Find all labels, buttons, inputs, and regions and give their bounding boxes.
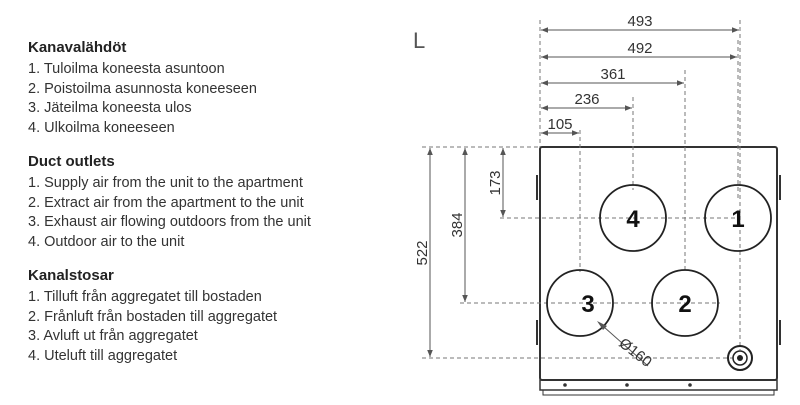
outlet-1-label: 1 bbox=[731, 206, 745, 233]
legend-item: 1. Supply air from the unit to the apartment bbox=[28, 175, 303, 191]
dim-361: 361 bbox=[600, 66, 626, 83]
dim-522: 522 bbox=[414, 240, 431, 266]
legend-item: 2. Poistoilma asunnosta koneeseen bbox=[28, 80, 257, 97]
legend-item: 4. Uteluft till aggregatet bbox=[28, 347, 178, 364]
outlet-4-label: 4 bbox=[626, 206, 640, 233]
outlet-2-label: 2 bbox=[678, 291, 692, 318]
legend-item: 1. Tuloilma koneesta asuntoon bbox=[28, 61, 225, 77]
legend-item: 2. Frånluft från bostaden till aggregatet bbox=[28, 308, 278, 325]
dim-492: 492 bbox=[627, 40, 653, 57]
outlet-3-label: 3 bbox=[581, 291, 595, 318]
duct-outlets bbox=[547, 185, 771, 336]
legend-item: 3. Exhaust air flowing outdoors from the unit bbox=[28, 214, 311, 230]
variant-label: L bbox=[413, 28, 426, 53]
vertical-dimensions bbox=[414, 148, 504, 357]
legend-title-english: Duct outlets bbox=[28, 153, 115, 170]
diameter-label: Ø160 bbox=[615, 334, 655, 371]
dim-236: 236 bbox=[574, 91, 600, 108]
legend-title-swedish: Kanalstosar bbox=[28, 267, 114, 284]
dim-173: 173 bbox=[487, 170, 504, 196]
legend-item: 4. Outdoor air to the unit bbox=[28, 233, 185, 250]
legend-item: 4. Ulkoilma koneeseen bbox=[28, 119, 175, 136]
legend-item: 2. Extract air from the apartment to the unit bbox=[28, 194, 304, 211]
dim-493: 493 bbox=[627, 13, 653, 30]
horizontal-dimensions bbox=[541, 13, 739, 133]
dim-105: 105 bbox=[547, 116, 573, 133]
legend-item: 1. Tilluft från aggregatet till bostaden bbox=[28, 289, 262, 305]
dim-384: 384 bbox=[449, 212, 466, 238]
diameter-callout bbox=[597, 321, 655, 371]
legend-title-finnish: Kanavalähdöt bbox=[28, 39, 127, 56]
legend-item: 3. Jäteilma koneesta ulos bbox=[28, 100, 192, 116]
legend-item: 3. Avluft ut från aggregatet bbox=[28, 328, 198, 344]
